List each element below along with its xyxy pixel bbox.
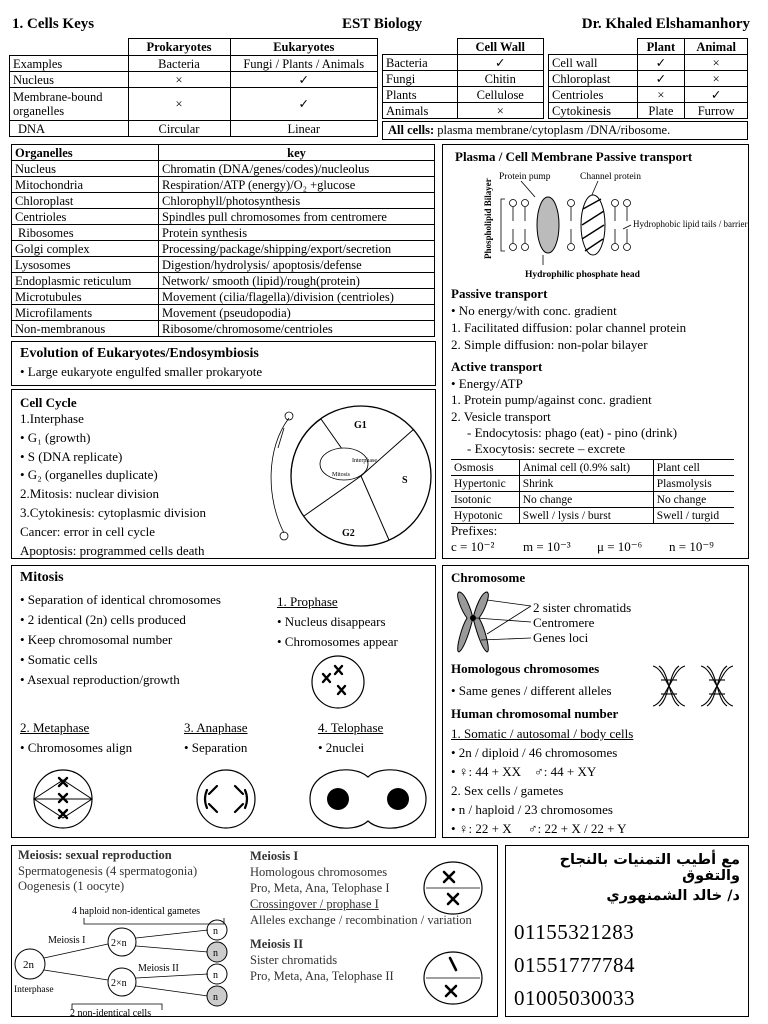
telophase-title: 4. Telophase xyxy=(318,720,384,735)
evolution-title: Evolution of Eukaryotes/Endosymbiosis xyxy=(20,346,259,361)
telophase-cell-diagram xyxy=(308,769,428,829)
chromosome-diagram xyxy=(451,588,535,658)
row-label: Cell wall xyxy=(549,55,638,71)
organelle-name: Nucleus xyxy=(12,161,159,177)
check-icon: ✓ xyxy=(685,87,748,103)
two-n-label: 2n xyxy=(23,959,34,971)
meiosis-one-line: Crossingover / prophase I xyxy=(250,897,379,911)
gamete-n-label: n xyxy=(213,992,218,1003)
genes-loci-label: Genes loci xyxy=(533,630,589,645)
human-number-title: Human chromosomal number xyxy=(451,706,619,721)
membrane-diagram xyxy=(483,169,748,283)
organelle-key: Chlorophyll/photosynthesis xyxy=(159,193,435,209)
prophase-title: 1. Prophase xyxy=(277,594,338,609)
row-label: Bacteria xyxy=(383,55,458,71)
organelle-key: Movement (cilia/flagella)/division (centrioles) xyxy=(159,289,435,305)
active-line: - Exocytosis: secrete – excrete xyxy=(467,441,626,457)
check-icon: ✓ xyxy=(230,88,378,121)
cross-icon: × xyxy=(457,103,544,119)
gamete-n-label: n xyxy=(213,970,218,981)
cell-value: Chitin xyxy=(457,71,544,87)
organelle-key: Processing/package/shipping/export/secretion xyxy=(159,241,435,257)
prefix-milli: m = 10⁻³ xyxy=(523,539,571,554)
cell-value: Plate xyxy=(637,103,685,119)
active-line: - Endocytosis: phago (eat) - pino (drink) xyxy=(467,424,678,440)
phone-number: 01551777784 xyxy=(514,953,635,977)
organelle-name: Ribosomes xyxy=(12,225,159,241)
osmosis-cell: No change xyxy=(519,492,653,508)
evolution-text: • Large eukaryote engulfed smaller prokaryote xyxy=(20,364,263,379)
interphase-label: Interphase xyxy=(352,458,377,464)
evolution-box xyxy=(11,341,436,386)
meiosis-two-line: Sister chromatids xyxy=(250,953,338,967)
organelle-key: Network/ smooth (lipid)/rough(protein) xyxy=(159,273,435,289)
gamete-n-label: n xyxy=(213,948,218,959)
prefix-centi: c = 10⁻² xyxy=(451,539,495,554)
cell-value: Linear xyxy=(230,121,378,137)
cell-cycle-line: 2.Mitosis: nuclear division xyxy=(20,486,160,502)
anaphase-line: • Separation xyxy=(184,740,248,755)
interphase-label: Interphase xyxy=(14,985,54,995)
check-icon: ✓ xyxy=(637,71,685,87)
osmosis-cell: Isotonic xyxy=(451,492,519,508)
prefix-micro: μ = 10⁻⁶ xyxy=(597,539,643,554)
col-animal-cell: Animal cell (0.9% salt) xyxy=(519,460,653,476)
s-label: S xyxy=(402,475,408,486)
protein-pump-label: Protein pump xyxy=(499,172,551,182)
organelle-name: Centrioles xyxy=(12,209,159,225)
cell-cycle-line: • G₁ (growth) xyxy=(20,429,91,445)
phone-number: 01005030033 xyxy=(514,986,635,1010)
col-key: key xyxy=(159,145,435,161)
passive-line: • No energy/with conc. gradient xyxy=(451,303,617,318)
cell-value: Circular xyxy=(128,121,230,137)
somatic-title: 1. Somatic / autosomal / body cells xyxy=(451,726,634,741)
cross-icon: × xyxy=(128,88,230,121)
prok-euk-table xyxy=(9,38,378,137)
homologous-line: • Same genes / different alleles xyxy=(451,683,612,698)
meiosis-line: Meiosis: sexual reproduction xyxy=(18,848,172,862)
cell-cycle-line: 3.Cytokinesis: cytoplasmic division xyxy=(20,504,206,520)
cell-cycle-line: Cancer: error in cell cycle xyxy=(20,523,155,539)
anaphase-cell-diagram xyxy=(195,768,257,830)
cross-icon: × xyxy=(685,55,748,71)
osmosis-cell: Swell / turgid xyxy=(653,508,734,524)
plant-animal-table xyxy=(548,38,748,119)
haploid-gametes-label: 4 haploid non-identical gametes xyxy=(72,906,201,917)
sex-line: • ♀: 22 + X ♂: 22 + X / 22 + Y xyxy=(451,821,627,836)
prophase-line: • Nucleus disappears xyxy=(277,614,386,629)
sex-line: • n / haploid / 23 chromosomes xyxy=(451,802,613,817)
g1-label: G1 xyxy=(354,420,367,431)
membrane-title: Plasma / Cell Membrane Passive transport xyxy=(455,149,693,164)
cell-cycle-diagram xyxy=(264,398,434,556)
mitosis-bullet: • Keep chromosomal number xyxy=(20,632,173,647)
col-plant: Plant xyxy=(637,39,685,55)
row-label: Centrioles xyxy=(549,87,638,103)
arabic-name: د/ خالد الشمنهوري xyxy=(606,888,740,904)
meiosis-two-title: Meiosis II xyxy=(250,937,304,951)
contact-box xyxy=(505,845,749,1017)
organelle-name: Golgi complex xyxy=(12,241,159,257)
cell-value: Fungi / Plants / Animals xyxy=(230,56,378,72)
organelle-name: Microfilaments xyxy=(12,305,159,321)
row-label: DNA xyxy=(10,121,129,137)
cross-icon: × xyxy=(637,87,685,103)
osmosis-cell: Hypotonic xyxy=(451,508,519,524)
active-line: 1. Protein pump/against conc. gradient xyxy=(451,392,652,408)
meiosis-diagram xyxy=(12,900,252,1018)
prefixes-title: Prefixes: xyxy=(451,523,498,538)
col-organelles: Organelles xyxy=(12,145,159,161)
mitosis-label: Mitosis xyxy=(332,472,351,478)
organelle-name: Microtubules xyxy=(12,289,159,305)
row-label: Nucleus xyxy=(10,72,129,88)
sex-cells-title: 2. Sex cells / gametes xyxy=(451,783,564,798)
organelle-key: Spindles pull chromosomes from centromere xyxy=(159,209,435,225)
homologous-title: Homologous chromosomes xyxy=(451,661,600,676)
mitosis-title: Mitosis xyxy=(20,570,64,585)
meiosis-one-line: Alleles exchange / recombination / variation xyxy=(250,913,472,927)
check-icon: ✓ xyxy=(457,55,544,71)
membrane-box xyxy=(442,144,749,559)
homologous-chromosomes-diagram xyxy=(649,662,741,710)
chromatids-label: 2 sister chromatids xyxy=(533,600,632,615)
gamete-n-label: n xyxy=(213,926,218,937)
telophase-line: • 2nuclei xyxy=(318,740,365,755)
cell-cycle-line: 1.Interphase xyxy=(20,411,84,426)
col-osmosis: Osmosis xyxy=(451,460,519,476)
row-label: Examples xyxy=(10,56,129,72)
check-icon: ✓ xyxy=(230,72,378,88)
active-title: Active transport xyxy=(451,359,543,374)
meiosis-one-title: Meiosis I xyxy=(250,849,299,863)
head-label: Hydrophilic phosphate head xyxy=(525,270,640,280)
active-line: • Energy/ATP xyxy=(451,376,523,391)
two-x-n-label: 2×n xyxy=(111,978,127,989)
mitosis-bullet: • Asexual reproduction/growth xyxy=(20,672,180,687)
cross-icon: × xyxy=(128,72,230,88)
mitosis-box xyxy=(11,565,436,838)
chromosome-box xyxy=(442,565,749,838)
organelle-key: Respiration/ATP (energy)/O₂ +glucose xyxy=(159,177,435,193)
two-x-n-label: 2×n xyxy=(111,938,127,949)
organelle-name: Non-membranous xyxy=(12,321,159,337)
osmosis-cell: No change xyxy=(653,492,734,508)
organelle-key: Movement (pseudopodia) xyxy=(159,305,435,321)
organelle-name: Chloroplast xyxy=(12,193,159,209)
organelle-key: Protein synthesis xyxy=(159,225,435,241)
two-cells-label: 2 non-identical cells xyxy=(70,1008,152,1019)
row-label: Membrane-bound organelles xyxy=(10,88,129,121)
meiosis-one-line: Pro, Meta, Ana, Telophase I xyxy=(250,881,390,895)
osmosis-cell: Swell / lysis / burst xyxy=(519,508,653,524)
organelle-key: Chromatin (DNA/genes/codes)/nucleolus xyxy=(159,161,435,177)
g2-label: G2 xyxy=(342,528,355,539)
passive-line: 1. Facilitated diffusion: polar channel protein xyxy=(451,320,687,335)
row-label: Fungi xyxy=(383,71,458,87)
cell-cycle-box xyxy=(11,389,436,559)
col-plant-cell: Plant cell xyxy=(653,460,734,476)
row-label: Animals xyxy=(383,103,458,119)
meiosis-two-label: Meiosis II xyxy=(138,963,179,974)
cell-cycle-line: Apoptosis: programmed cells death xyxy=(20,542,205,558)
meiosis-line: Spermatogenesis (4 spermatogonia) xyxy=(18,863,198,878)
meiosis-box xyxy=(11,845,498,1017)
meiosis-two-cell-diagram xyxy=(422,950,484,1006)
chromosome-title: Chromosome xyxy=(451,570,526,585)
mitosis-bullet: • 2 identical (2n) cells produced xyxy=(20,612,186,627)
channel-protein-label: Channel protein xyxy=(580,172,641,182)
tails-label: Hydrophobic lipid tails / barrier xyxy=(633,219,748,229)
doc-title-right: Dr. Khaled Elshamanhory xyxy=(581,16,750,32)
all-cells-note xyxy=(382,121,748,140)
anaphase-title: 3. Anaphase xyxy=(184,720,248,735)
meiosis-one-cell-diagram xyxy=(422,860,484,916)
all-cells-text: plasma membrane/cytoplasm /DNA/ribosome. xyxy=(437,123,671,137)
doc-title-center: EST Biology xyxy=(342,16,423,32)
centromere-label: Centromere xyxy=(533,615,595,630)
organelle-key: Ribosome/chromosome/centrioles xyxy=(159,321,435,337)
cross-icon: × xyxy=(685,71,748,87)
passive-line: 2. Simple diffusion: non-polar bilayer xyxy=(451,337,648,352)
cell-cycle-title: Cell Cycle xyxy=(20,395,77,410)
meiosis-line: Oogenesis (1 oocyte) xyxy=(18,879,125,893)
prophase-line: • Chromosomes appear xyxy=(277,634,398,649)
cell-wall-table xyxy=(382,38,544,119)
organelle-key: Digestion/hydrolysis/ apoptosis/defense xyxy=(159,257,435,273)
osmosis-cell: Plasmolysis xyxy=(653,476,734,492)
meiosis-one-line: Homologous chromosomes xyxy=(250,865,388,879)
arabic-wishes: مع أطيب التمنيات بالنجاح والتفوق xyxy=(559,852,740,884)
col-eukaryotes: Eukaryotes xyxy=(230,39,378,56)
doc-title-left: 1. Cells Keys xyxy=(12,16,95,32)
metaphase-line: • Chromosomes align xyxy=(20,740,133,755)
bilayer-label: Phospholipid Bilayer xyxy=(483,178,493,259)
col-animal: Animal xyxy=(685,39,748,55)
passive-title: Passive transport xyxy=(451,286,548,301)
organelles-table xyxy=(11,144,435,337)
somatic-line: • ♀: 44 + XX ♂: 44 + XY xyxy=(451,764,597,779)
cell-cycle-line: • S (DNA replicate) xyxy=(20,448,123,464)
meiosis-two-line: Pro, Meta, Ana, Telophase II xyxy=(250,969,394,983)
osmosis-cell: Shrink xyxy=(519,476,653,492)
phone-number: 01155321283 xyxy=(514,920,635,944)
metaphase-title: 2. Metaphase xyxy=(20,720,90,735)
mitosis-bullet: • Separation of identical chromosomes xyxy=(20,592,221,607)
row-label: Cytokinesis xyxy=(549,103,638,119)
meiosis-one-label: Meiosis I xyxy=(48,935,86,946)
cell-cycle-line: • G₂ (organelles duplicate) xyxy=(20,467,158,483)
row-label: Plants xyxy=(383,87,458,103)
active-line: 2. Vesicle transport xyxy=(451,408,551,424)
prefix-nano: n = 10⁻⁹ xyxy=(669,539,714,554)
osmosis-cell: Hypertonic xyxy=(451,476,519,492)
somatic-line: • 2n / diploid / 46 chromosomes xyxy=(451,745,618,760)
cell-value: Furrow xyxy=(685,103,748,119)
cell-value: Cellulose xyxy=(457,87,544,103)
metaphase-cell-diagram xyxy=(32,768,94,830)
mitosis-bullet: • Somatic cells xyxy=(20,652,98,667)
col-cell-wall: Cell Wall xyxy=(457,39,544,55)
cell-cycle-list xyxy=(20,410,206,560)
check-icon: ✓ xyxy=(637,55,685,71)
col-prokaryotes: Prokaryotes xyxy=(128,39,230,56)
organelle-name: Mitochondria xyxy=(12,177,159,193)
all-cells-label: All cells: xyxy=(388,123,435,137)
prophase-cell-diagram xyxy=(310,654,366,710)
organelle-name: Endoplasmic reticulum xyxy=(12,273,159,289)
organelle-name: Lysosomes xyxy=(12,257,159,273)
row-label: Chloroplast xyxy=(549,71,638,87)
osmosis-table xyxy=(451,459,734,524)
cell-value: Bacteria xyxy=(128,56,230,72)
